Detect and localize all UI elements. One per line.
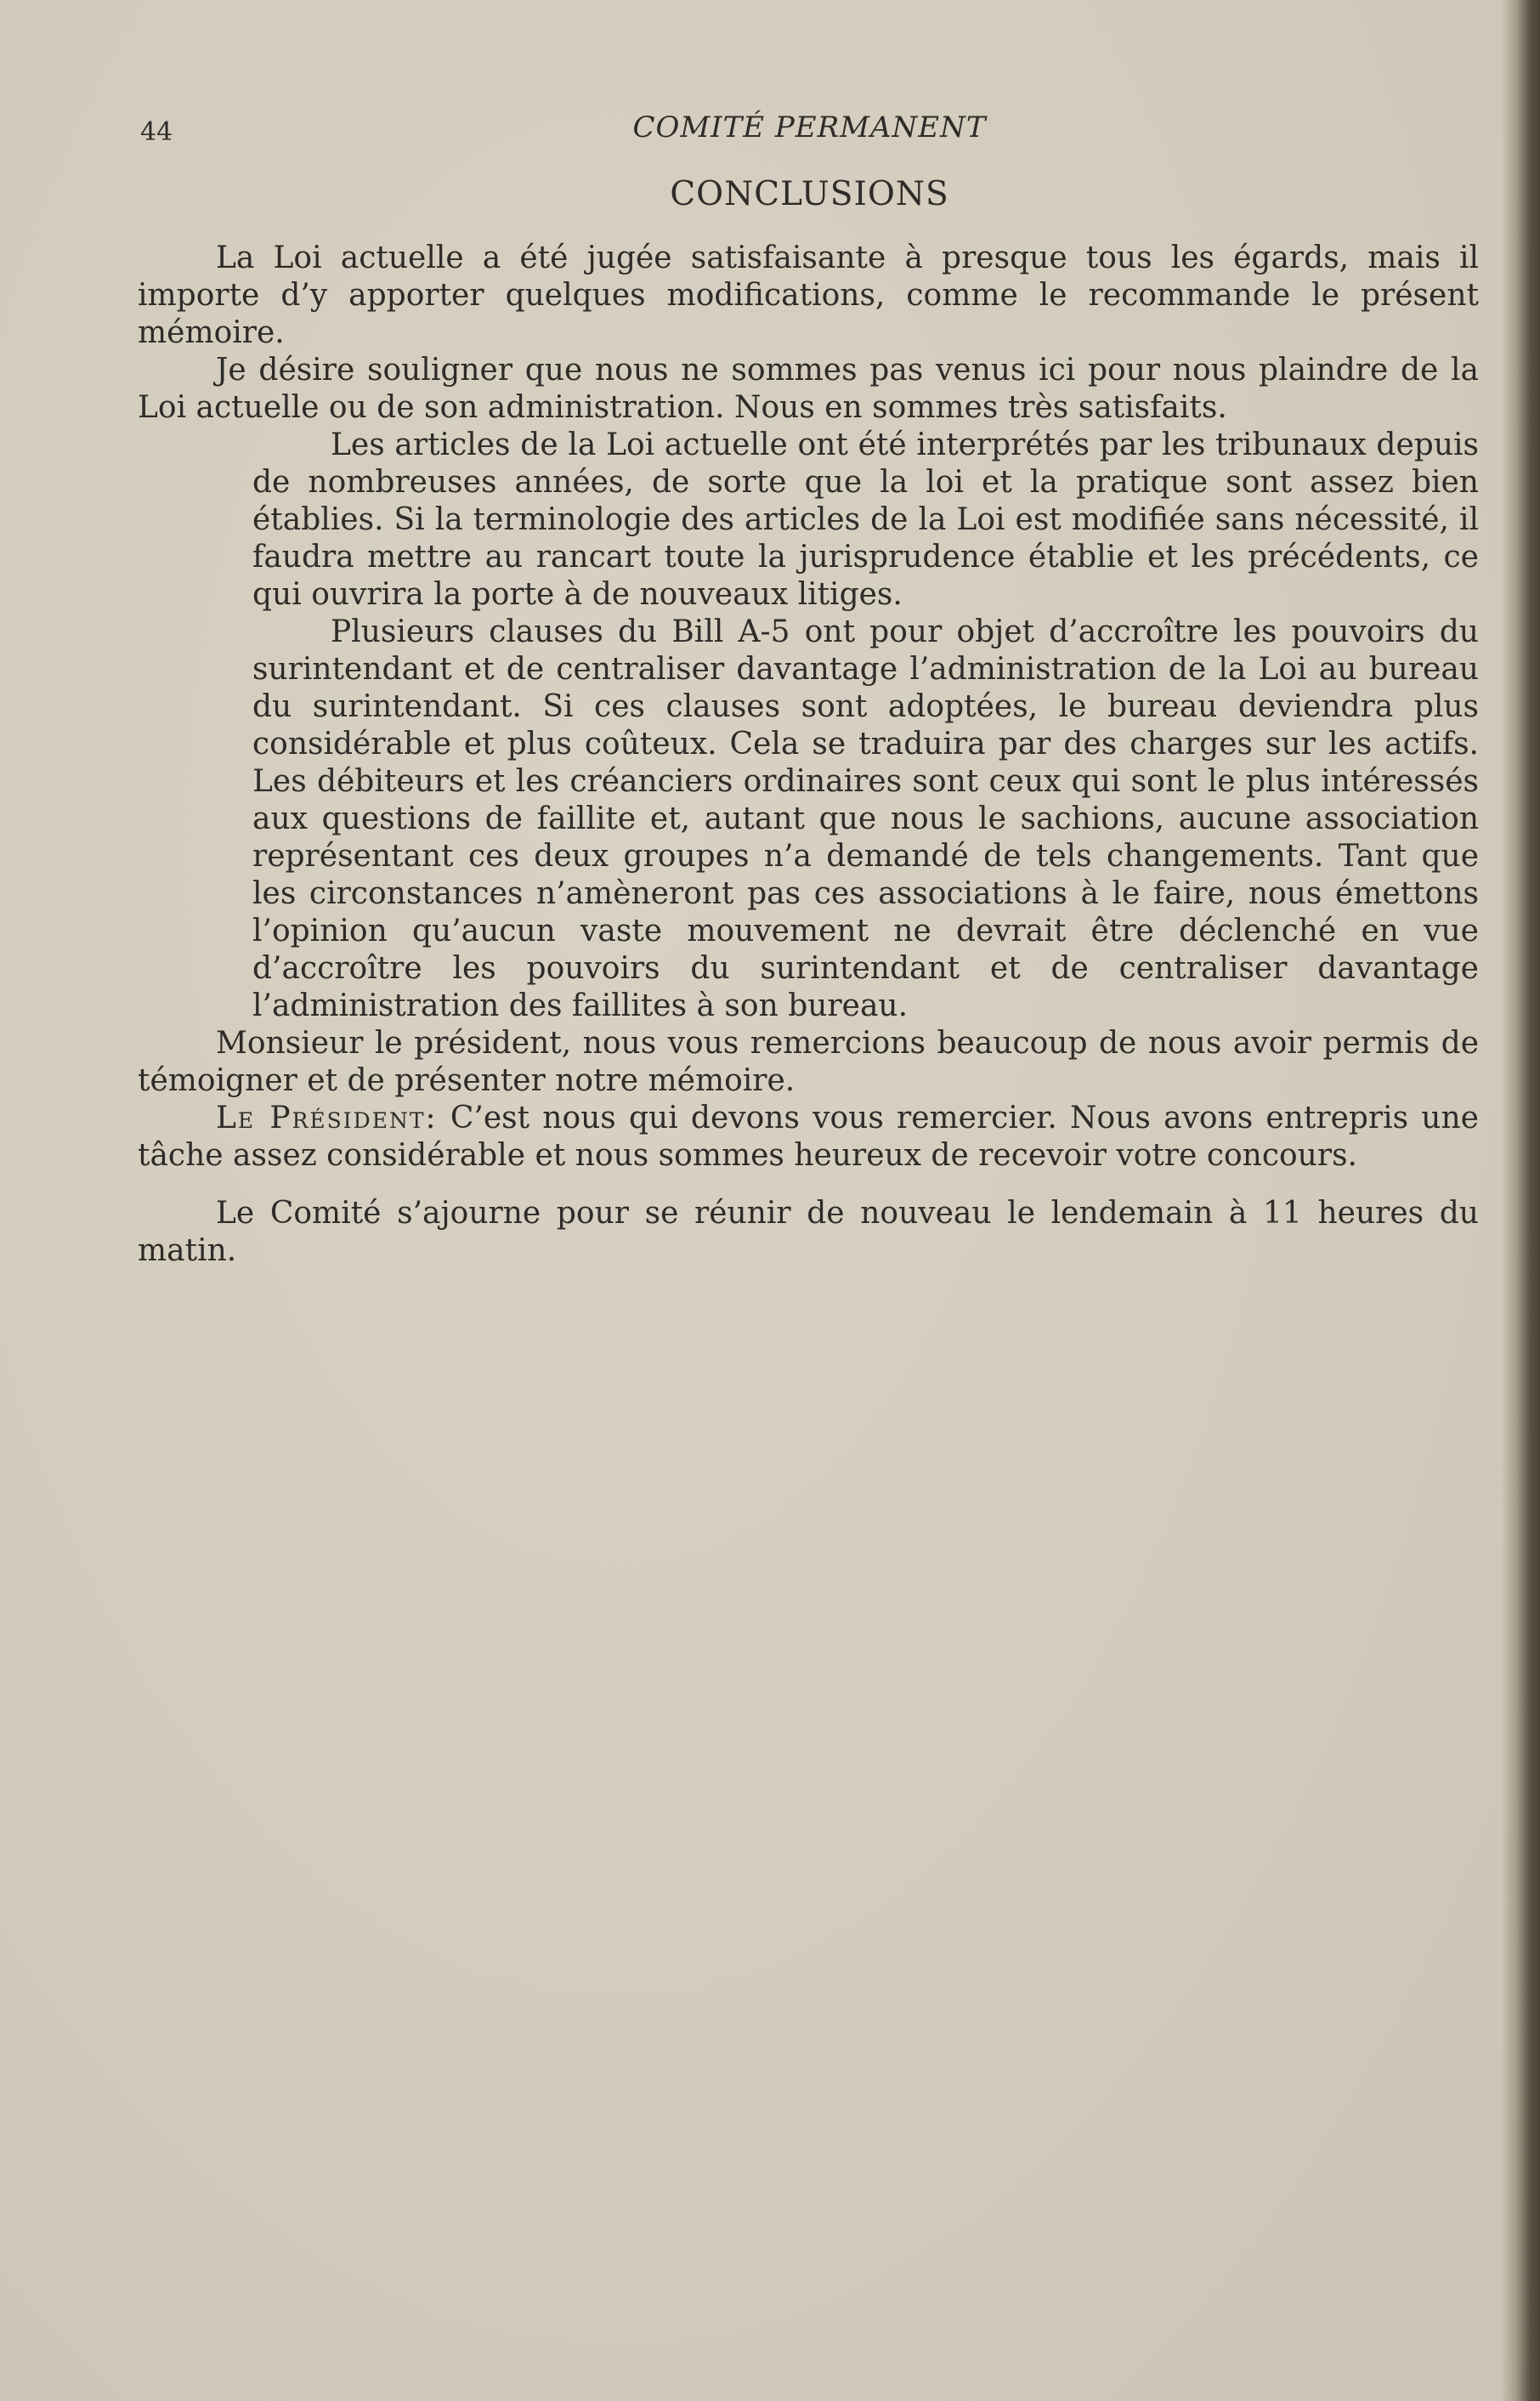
- section-title: CONCLUSIONS: [670, 175, 949, 213]
- paragraph-2: Je désire souligner que nous ne sommes pas venus ici pour nous plaindre de la Loi actuelle ou de son administration. Nous en sommes très satisfaits.: [138, 353, 1479, 425]
- running-head: COMITÉ PERMANENT: [632, 110, 987, 144]
- quoted-paragraph-1: Les articles de la Loi actuelle ont été interprétés par les tribunaux depuis de nombreuses années, de sorte que la loi et la pratique sont assez bien établies. Si la terminologie des articles de la Loi est modifiée sans nécessité, il faudra mettre au rancart toute la jurisprudence établie et les précédents, ce qui ouvrira la porte à de nouveaux litiges.: [252, 428, 1479, 612]
- body-text: [138, 240, 1479, 1270]
- page-header: [140, 107, 1479, 150]
- speaker-label: Le Président:: [216, 1101, 438, 1135]
- quoted-paragraph-2: Plusieurs clauses du Bill A-5 ont pour objet d’accroître les pouvoirs du surintendant et de centraliser davantage l’administration de la Loi au bureau du surintendant. Si ces clauses sont adoptées, le bureau deviendra plus considérable et plus coûteux. Cela se traduira par des charges sur les actifs. Les débiteurs et les créanciers ordinaires sont ceux qui sont le plus intéressés aux questions de faillite et, autant que nous le sachions, aucune association représentant ces deux groupes n’a demandé de tels changements. Tant que les circonstances n’amèneront pas ces associations à le faire, nous émettons l’opinion qu’aucun vaste mouvement ne devrait être déclenché en vue d’accroître les pouvoirs du surintendant et de centraliser davantage l’administration des faillites à son bureau.: [252, 614, 1479, 1023]
- paragraph-1: La Loi actuelle a été jugée satisfaisante à presque tous les égards, mais il importe d’y apporter quelques modifications, comme le recommande le présent mémoire.: [138, 241, 1479, 350]
- page-number: 44: [140, 117, 173, 147]
- speaker-text: C’est nous qui devons vous remercier. Nous avons entrepris une tâche assez considérable et nous sommes heureux de recevoir votre concours.: [138, 1101, 1479, 1173]
- page-edge-shadow: [1501, 0, 1540, 2401]
- paragraph-5: Le Comité s’ajourne pour se réunir de nouveau le lendemain à 11 heures du matin.: [138, 1196, 1479, 1268]
- paragraph-4: [138, 1100, 1479, 1175]
- paragraph-gap: [138, 1175, 1479, 1195]
- paragraph-3: Monsieur le président, nous vous remercions beaucoup de nous avoir permis de témoigner et de présenter notre mémoire.: [138, 1026, 1479, 1098]
